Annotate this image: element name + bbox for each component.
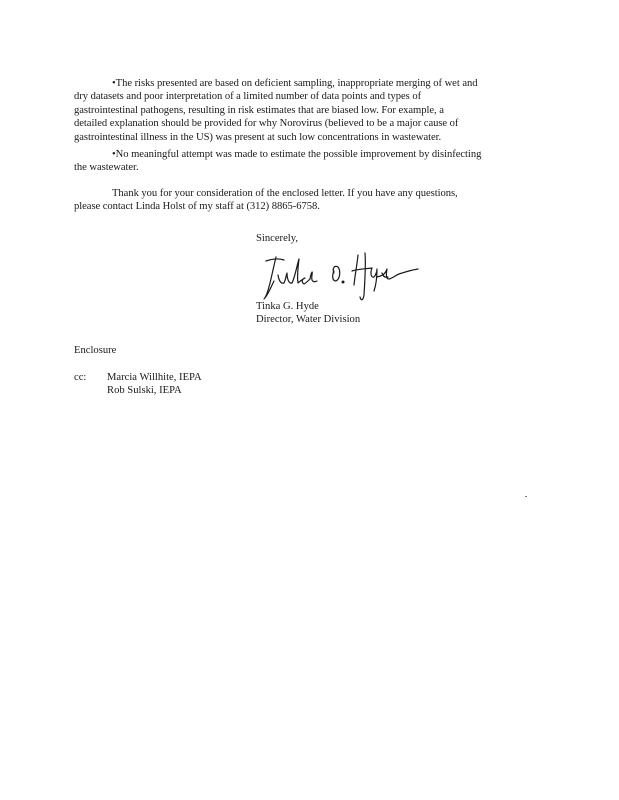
paragraph-line: •The risks presented are based on deficient sampling, inappropriate merging of wet and: [112, 78, 478, 89]
signature-block: [256, 300, 360, 327]
signer-title: Director, Water Division: [256, 314, 361, 326]
salutation: Sincerely,: [256, 233, 298, 244]
paragraph-line: detailed explanation should be provided for why Norovirus (believed to be a major cause of: [74, 118, 459, 130]
handwritten-signature: [262, 251, 422, 303]
paragraph-line: gastrointestinal illness in the US) was present at such low concentrations in wastewater.: [74, 131, 442, 143]
bullet-disinfect-paragraph: [74, 148, 546, 175]
cc-recipient: Rob Sulski, IEPA: [107, 385, 182, 397]
enclosure-note: Enclosure: [74, 345, 117, 356]
thanks-paragraph: [74, 187, 546, 214]
paragraph-line: please contact Linda Holst of my staff at (312) 8865-6758.: [74, 201, 320, 213]
paragraph-line: dry datasets and poor interpretation of a limited number of data points and types of: [74, 91, 422, 103]
paragraph-line: Thank you for your consideration of the enclosed letter. If you have any questions,: [112, 188, 458, 199]
bullet-risks-paragraph: [74, 77, 546, 144]
cc-recipient: Marcia Willhite, IEPA: [107, 372, 202, 383]
cc-label: cc:: [74, 372, 87, 383]
paragraph-line: the wastewater.: [74, 162, 139, 174]
scan-speck: [525, 496, 527, 497]
signer-name: Tinka G. Hyde: [256, 301, 319, 312]
paragraph-line: •No meaningful attempt was made to estimate the possible improvement by disinfecting: [112, 149, 482, 160]
cc-recipient-list: [107, 371, 202, 398]
paragraph-line: gastrointestinal pathogens, resulting in risk estimates that are biased low. For example, a: [74, 104, 444, 116]
